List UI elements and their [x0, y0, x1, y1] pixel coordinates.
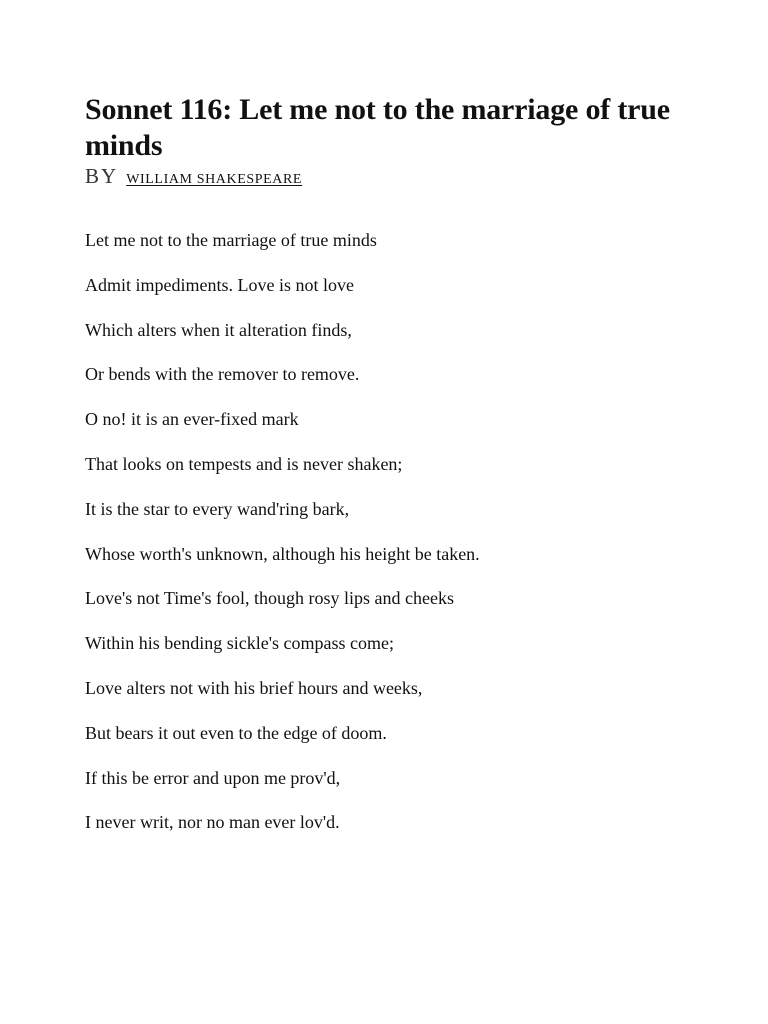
poem-line: Let me not to the marriage of true minds — [85, 230, 377, 250]
poem-line: It is the star to every wand'ring bark, — [85, 498, 350, 519]
poem-line: Admit impediments. Love is not love — [85, 274, 354, 295]
poem-line: Love's not Time's fool, though rosy lips and cheeks — [85, 588, 454, 609]
poem-line: Love alters not with his brief hours and weeks, — [85, 677, 423, 698]
poem-line: Within his bending sickle's compass come; — [85, 633, 394, 654]
poem-line: If this be error and upon me prov'd, — [85, 767, 341, 788]
poem-body — [85, 230, 725, 857]
poem-line: I never writ, nor no man ever lov'd. — [85, 812, 340, 833]
poem-line: Or bends with the remover to remove. — [85, 364, 360, 385]
document-page — [85, 92, 725, 857]
poem-line: O no! it is an ever-fixed mark — [85, 409, 299, 430]
byline — [85, 164, 725, 188]
poem-line: But bears it out even to the edge of doom. — [85, 722, 387, 743]
author-link[interactable]: WILLIAM SHAKESPEARE — [126, 172, 303, 187]
poem-line: Which alters when it alteration finds, — [85, 319, 352, 340]
poem-line: That looks on tempests and is never shaken; — [85, 453, 403, 474]
poem-title: Sonnet 116: Let me not to the marriage of true minds — [85, 93, 670, 162]
byline-prefix: BY — [85, 164, 119, 188]
poem-line: Whose worth's unknown, although his height be taken. — [85, 543, 480, 564]
